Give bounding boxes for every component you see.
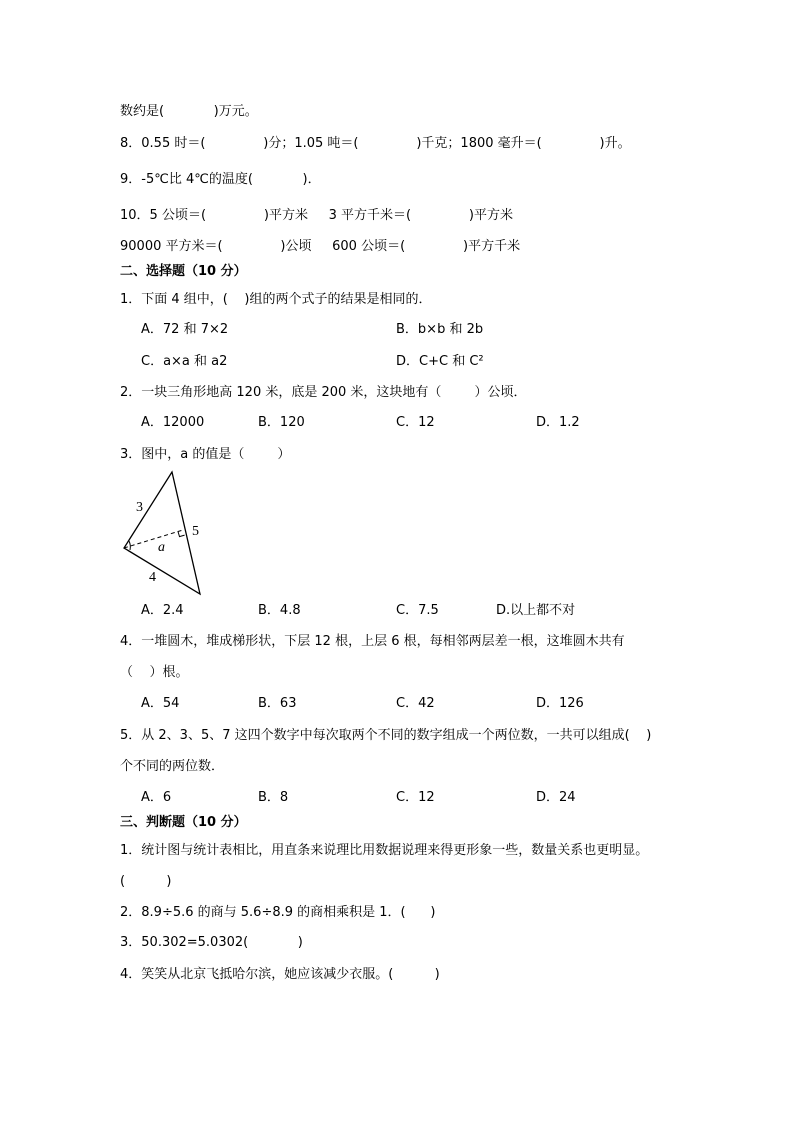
choice-q3-option-c: C．7.5 [396,603,439,618]
angle-arc [129,541,130,550]
triangle-figure [112,466,212,600]
choice-q5-stem: 5．从 2、3、5、7 这四个数字中每次取两个不同的数字组成一个两位数，一共可以组成( ) [120,728,652,743]
choice-heading: 二、选择题（10 分） [120,264,247,279]
choice-q1-option-b: B．b×b 和 2b [396,322,484,337]
judge-q1-blank: ( ) [120,874,172,889]
choice-q2-option-a: A．12000 [141,415,205,430]
right-angle-mark [178,532,185,537]
choice-q2-stem: 2．一块三角形地高 120 米，底是 200 米，这块地有（ ）公顷． [120,385,527,400]
judge-q4: 4．笑笑从北京飞抵哈尔滨，她应该减少衣服。( ) [120,967,440,982]
q10-line2: 90000 平方米＝( )公顷 600 公顷＝( )平方千米 [120,239,521,254]
q8: 8．0.55 时＝( )分；1.05 吨＝( )千克；1800 毫升＝( )升。 [120,136,631,151]
q7-tail: 数约是( )万元。 [120,104,258,119]
choice-q4-option-b: B．63 [258,696,297,711]
choice-q3-option-b: B．4.8 [258,603,301,618]
choice-q4-stem: 4．一堆圆木，堆成梯形状，下层 12 根，上层 6 根，每相邻两层差一根，这堆圆木共有 [120,634,625,649]
choice-q1-option-d: D．C+C 和 C² [396,354,484,369]
choice-q5-option-c: C．12 [396,790,435,805]
choice-q2-option-c: C．12 [396,415,435,430]
choice-q3-option-a: A．2.4 [141,603,184,618]
choice-q5-option-a: A．6 [141,790,172,805]
choice-q1-option-c: C．a×a 和 a2 [141,354,228,369]
choice-q4-option-c: C．42 [396,696,435,711]
judge-q3: 3．50.302=5.0302( ) [120,935,303,950]
choice-q4-option-a: A．54 [141,696,180,711]
choice-q1-option-a: A．72 和 7×2 [141,322,229,337]
judge-q1: 1．统计图与统计表相比，用直条来说理比用数据说理来得更形象一些，数量关系也更明显。 [120,843,649,858]
choice-q3-option-d: D.以上都不对 [496,603,576,618]
q10-line1: 10．5 公顷＝( )平方米 3 平方千米＝( )平方米 [120,208,514,223]
height-label: a [158,540,165,555]
triangle-outline [124,472,200,594]
choice-q3-stem: 3．图中，a 的值是（ ） [120,447,291,462]
choice-q4-option-d: D．126 [536,696,584,711]
judge-heading: 三、判断题（10 分） [120,815,247,830]
choice-q5-option-b: B．8 [258,790,289,805]
side-label-top: 3 [136,500,143,515]
q9: 9．-5℃比 4℃的温度( )． [120,172,321,187]
judge-q2: 2．8.9÷5.6 的商与 5.6÷8.9 的商相乘积是 1．( ) [120,905,436,920]
side-label-right: 5 [192,524,199,539]
choice-q5-option-d: D．24 [536,790,576,805]
choice-q2-option-d: D．1.2 [536,415,580,430]
choice-q1-stem: 1．下面 4 组中，( )组的两个式子的结果是相同的． [120,292,432,307]
choice-q4-stem-cont: （ ）根。 [120,665,189,680]
height-dashed-line [124,530,183,548]
choice-q5-stem-cont: 个不同的两位数． [120,759,225,774]
choice-q2-option-b: B．120 [258,415,305,430]
side-label-bottom: 4 [149,570,156,585]
